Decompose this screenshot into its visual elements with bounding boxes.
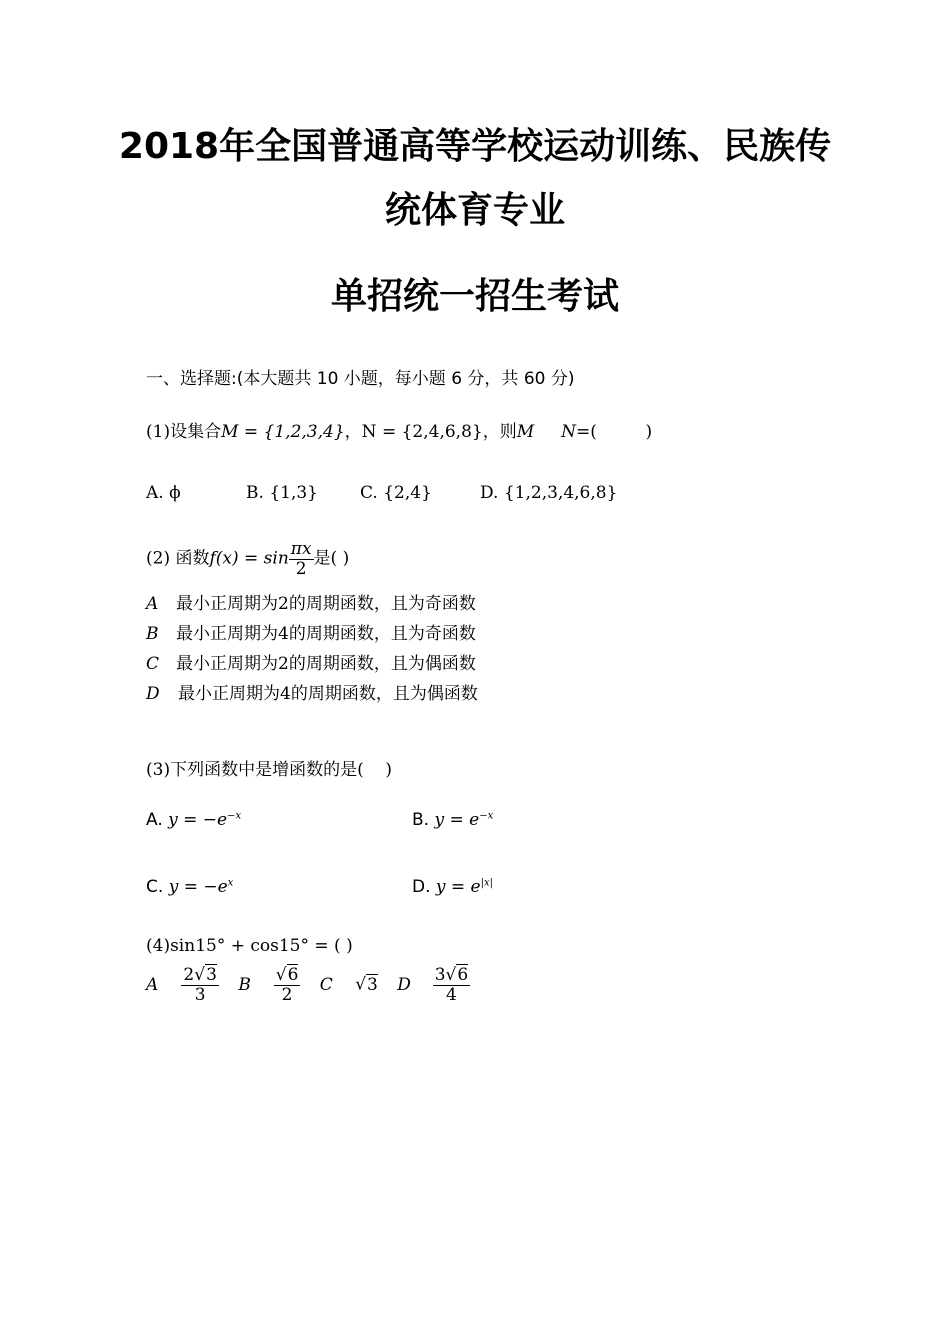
q3-option-c: [146, 877, 233, 897]
q4-option-d-label: D: [397, 974, 411, 995]
option-value: ϕ: [169, 483, 181, 503]
option-text: 最小正周期为2的周期函数，且为奇函数: [176, 594, 476, 614]
q4-option-c-value: √3: [355, 974, 378, 995]
option-label: C.: [360, 483, 378, 503]
option-label: A.: [146, 483, 164, 503]
option-label: B: [146, 624, 159, 644]
option-text: 最小正周期为4的周期函数，且为偶函数: [178, 684, 478, 704]
title-line-3: 单招统一招生考试: [330, 276, 619, 317]
option-value: {1,2,3,4,6,8}: [503, 483, 618, 503]
denominator: 4: [446, 984, 457, 1005]
q2-prefix: (2) 函数: [146, 548, 210, 569]
q4-option-c-label: C: [319, 974, 333, 995]
q2-option-b: [146, 619, 476, 644]
q1-suffix: ，则: [482, 422, 517, 442]
q4-option-d-value: $\frac{3√6}{4}$: [434, 965, 469, 1005]
q1-option-b: [246, 483, 318, 503]
q4-option-b-label: B: [238, 974, 251, 995]
q3-option-b: [412, 810, 493, 830]
option-label: D: [146, 684, 160, 704]
q2-fraction: [289, 540, 314, 578]
option-label: C: [146, 654, 160, 674]
q2-func: f(x) = sin: [209, 548, 289, 569]
q2-option-c: [146, 649, 476, 674]
radicand: 3: [367, 974, 378, 995]
option-label: D.: [480, 483, 499, 503]
option-label: B.: [246, 483, 264, 503]
radicand: 3: [206, 965, 217, 985]
option-label: A: [146, 594, 159, 614]
q4-option-b-value: $\frac{√6}{2}$: [275, 965, 299, 1005]
q2-numerator: πx: [290, 539, 312, 559]
option-base: y = e: [435, 877, 481, 897]
q2-option-d: [146, 679, 478, 704]
option-value: {2,4}: [383, 483, 432, 503]
question-2-stem: [146, 540, 349, 578]
title-line-1: 2018年全国普通高等学校运动训练、民族传: [118, 126, 832, 167]
q1-set-m: M = {1,2,3,4}: [221, 422, 345, 442]
q1-option-c: [360, 483, 432, 503]
coef: 3: [434, 965, 446, 985]
option-base: y = −e: [168, 810, 228, 830]
section-heading: 一、选择题:(本大题共 10 小题，每小题 6 分，共 60 分): [146, 369, 575, 389]
question-1-stem: [146, 417, 652, 442]
option-label: D.: [412, 877, 431, 897]
option-base: y = −e: [168, 877, 228, 897]
option-value: {1,3}: [269, 483, 318, 503]
option-exponent: −x: [479, 810, 494, 822]
title-line-2: 统体育专业: [384, 190, 565, 231]
option-exponent: x: [227, 877, 234, 889]
denominator: 3: [194, 984, 206, 1005]
radicand: 6: [287, 965, 299, 985]
question-3-stem: (3)下列函数中是增函数的是( ): [146, 760, 392, 780]
q3-option-a: [146, 810, 241, 830]
q3-option-d: [412, 877, 493, 897]
option-label: C.: [146, 877, 164, 897]
radicand: 6: [457, 965, 469, 985]
option-label: B.: [412, 810, 430, 830]
q4-option-a-value: $\frac{2√3}{3}$: [183, 965, 217, 1005]
q1-set-n: ，N = {2,4,6,8}: [344, 422, 483, 442]
q4-options: [146, 966, 470, 1004]
option-text: 最小正周期为2的周期函数，且为偶函数: [176, 654, 476, 674]
q2-suffix: 是( ): [313, 548, 350, 569]
option-exponent: |x|: [480, 877, 494, 889]
q1-var-n: N: [561, 422, 577, 442]
q1-blank: =( ): [576, 422, 653, 442]
q1-option-a: [146, 483, 181, 503]
denominator: 2: [281, 984, 293, 1005]
q2-option-a: [146, 589, 476, 614]
coef: 2: [183, 965, 195, 985]
q1-var-m: M: [516, 422, 535, 442]
q2-denominator: 2: [295, 558, 307, 579]
option-text: 最小正周期为4的周期函数，且为奇函数: [176, 624, 476, 644]
q1-prefix: (1)设集合: [146, 422, 222, 442]
option-exponent: −x: [227, 810, 242, 822]
option-label: A.: [146, 810, 163, 830]
question-4-stem: (4)sin15° + cos15° = ( ): [146, 936, 353, 956]
q4-option-a-label: A: [146, 974, 159, 995]
q1-option-d: [480, 483, 617, 503]
option-base: y = e: [434, 810, 480, 830]
